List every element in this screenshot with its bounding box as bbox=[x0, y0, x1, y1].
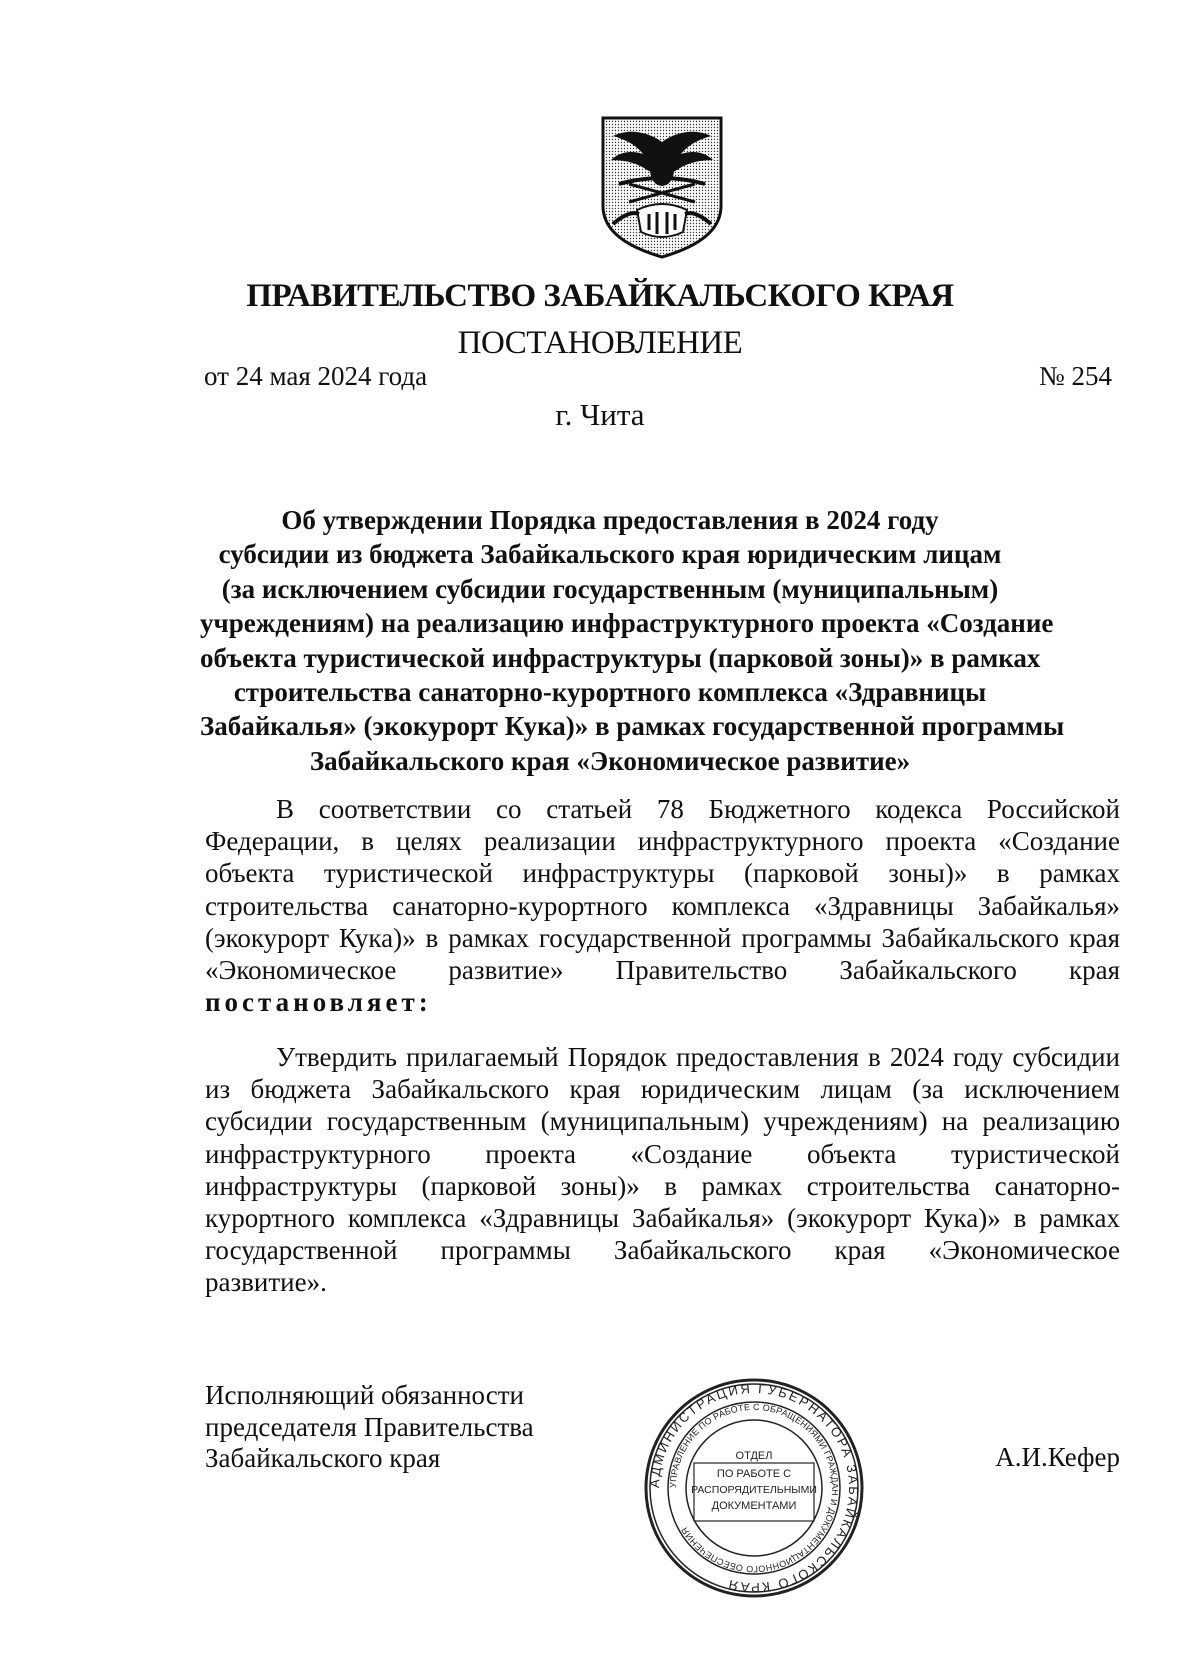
decision-line: инфраструктуры (парковой зоны)» в рамках строительства санаторно- bbox=[205, 1170, 1120, 1201]
document-city: г. Чита bbox=[555, 397, 645, 432]
stamp-inner-ring-text: УПРАВЛЕНИЕ ПО РАБОТЕ С ОБРАЩЕНИЯМИ ГРАЖДАН И ДОКУМЕНТАЦИОННОГО ОБЕСПЕЧЕНИЯ bbox=[667, 1401, 841, 1575]
position-line: председателя Правительства bbox=[205, 1411, 534, 1442]
decision-line: инфраструктурного проекта «Создание объекта туристической bbox=[205, 1138, 1120, 1169]
resolves-word: постановляет: bbox=[205, 987, 432, 1018]
preamble-line: «Экономическое развитие» Правительство Забайкальского края bbox=[205, 955, 1120, 986]
subject-line: объекта туристической инфраструктуры (парковой зоны)» в рамках bbox=[200, 642, 1041, 673]
decision-line: государственной программы Забайкальского края «Экономическое bbox=[205, 1235, 1120, 1266]
subject-line: субсидии из бюджета Забайкальского края юридическим лицам bbox=[218, 539, 1002, 570]
document-type: ПОСТАНОВЛЕНИЕ bbox=[457, 325, 743, 361]
stamp-center-line: ДОКУМЕНТАМИ bbox=[711, 1500, 797, 1512]
preamble-paragraph bbox=[205, 793, 1120, 1018]
document-subject bbox=[200, 503, 1065, 778]
document-number: № 254 bbox=[1038, 361, 1112, 391]
position-line: Забайкальского края bbox=[205, 1443, 441, 1473]
decision-line: субсидии государственным (муниципальным) учреждениям) на реализацию bbox=[205, 1106, 1120, 1137]
decision-line: Утвердить прилагаемый Порядок предоставления в 2024 году субсидии bbox=[276, 1042, 1120, 1072]
decision-line: из бюджета Забайкальского края юридическим лицам (за исключением bbox=[205, 1074, 1120, 1105]
preamble-line: (экокурорт Кука)» в рамках государственной программы Забайкальского края bbox=[205, 922, 1120, 953]
stamp-center-line: ПО РАБОТЕ С bbox=[716, 1468, 792, 1480]
coat-of-arms-emblem bbox=[599, 114, 725, 260]
decision-line: курортного комплекса «Здравницы Забайкалья» (экокурорт Кука)» в рамках bbox=[205, 1203, 1120, 1234]
decision-line: развитие». bbox=[205, 1267, 327, 1298]
subject-line: Забайкальского края «Экономическое развитие» bbox=[309, 745, 911, 776]
subject-line: строительства санаторно-курортного комплекса «Здравницы bbox=[233, 677, 987, 708]
preamble-line: строительства санаторно-курортного комплекса «Здравницы Забайкалья» bbox=[205, 890, 1120, 921]
stamp-outer-ring-text: АДМИНИСТРАЦИЯ ГУБЕРНАТОРА ЗАБАЙКАЛЬСКОГО КРАЯ bbox=[646, 1380, 862, 1596]
preamble-line: объекта туристической инфраструктуры (парковой зоны)» в рамках bbox=[205, 858, 1120, 889]
government-name: ПРАВИТЕЛЬСТВО ЗАБАЙКАЛЬСКОГО КРАЯ bbox=[246, 278, 954, 314]
signatory-position bbox=[205, 1380, 534, 1475]
decision-paragraph bbox=[205, 1041, 1120, 1299]
official-stamp bbox=[643, 1377, 865, 1599]
subject-line: учреждениям) на реализацию инфраструктурного проекта «Создание bbox=[200, 608, 1054, 639]
document-date: от 24 мая 2024 года bbox=[204, 361, 428, 391]
position-line: Исполняющий обязанности bbox=[205, 1380, 524, 1410]
subject-line: (за исключением субсидии государственным (муниципальным) bbox=[221, 573, 999, 604]
preamble-line: Федерации, в целях реализации инфраструктурного проекта «Создание bbox=[205, 826, 1120, 857]
stamp-center-line: РАСПОРЯДИТЕЛЬНЫМИ bbox=[691, 1484, 817, 1496]
preamble-line: В соответствии со статьей 78 Бюджетного кодекса Российской bbox=[276, 794, 1120, 824]
subject-line: Забайкалья» (экокурорт Кука)» в рамках государственной программы bbox=[200, 711, 1065, 742]
signatory-name: А.И.Кефер bbox=[995, 1442, 1120, 1472]
stamp-center-line: ОТДЕЛ bbox=[735, 1450, 773, 1462]
subject-line: Об утверждении Порядка предоставления в 2024 году bbox=[281, 505, 939, 535]
